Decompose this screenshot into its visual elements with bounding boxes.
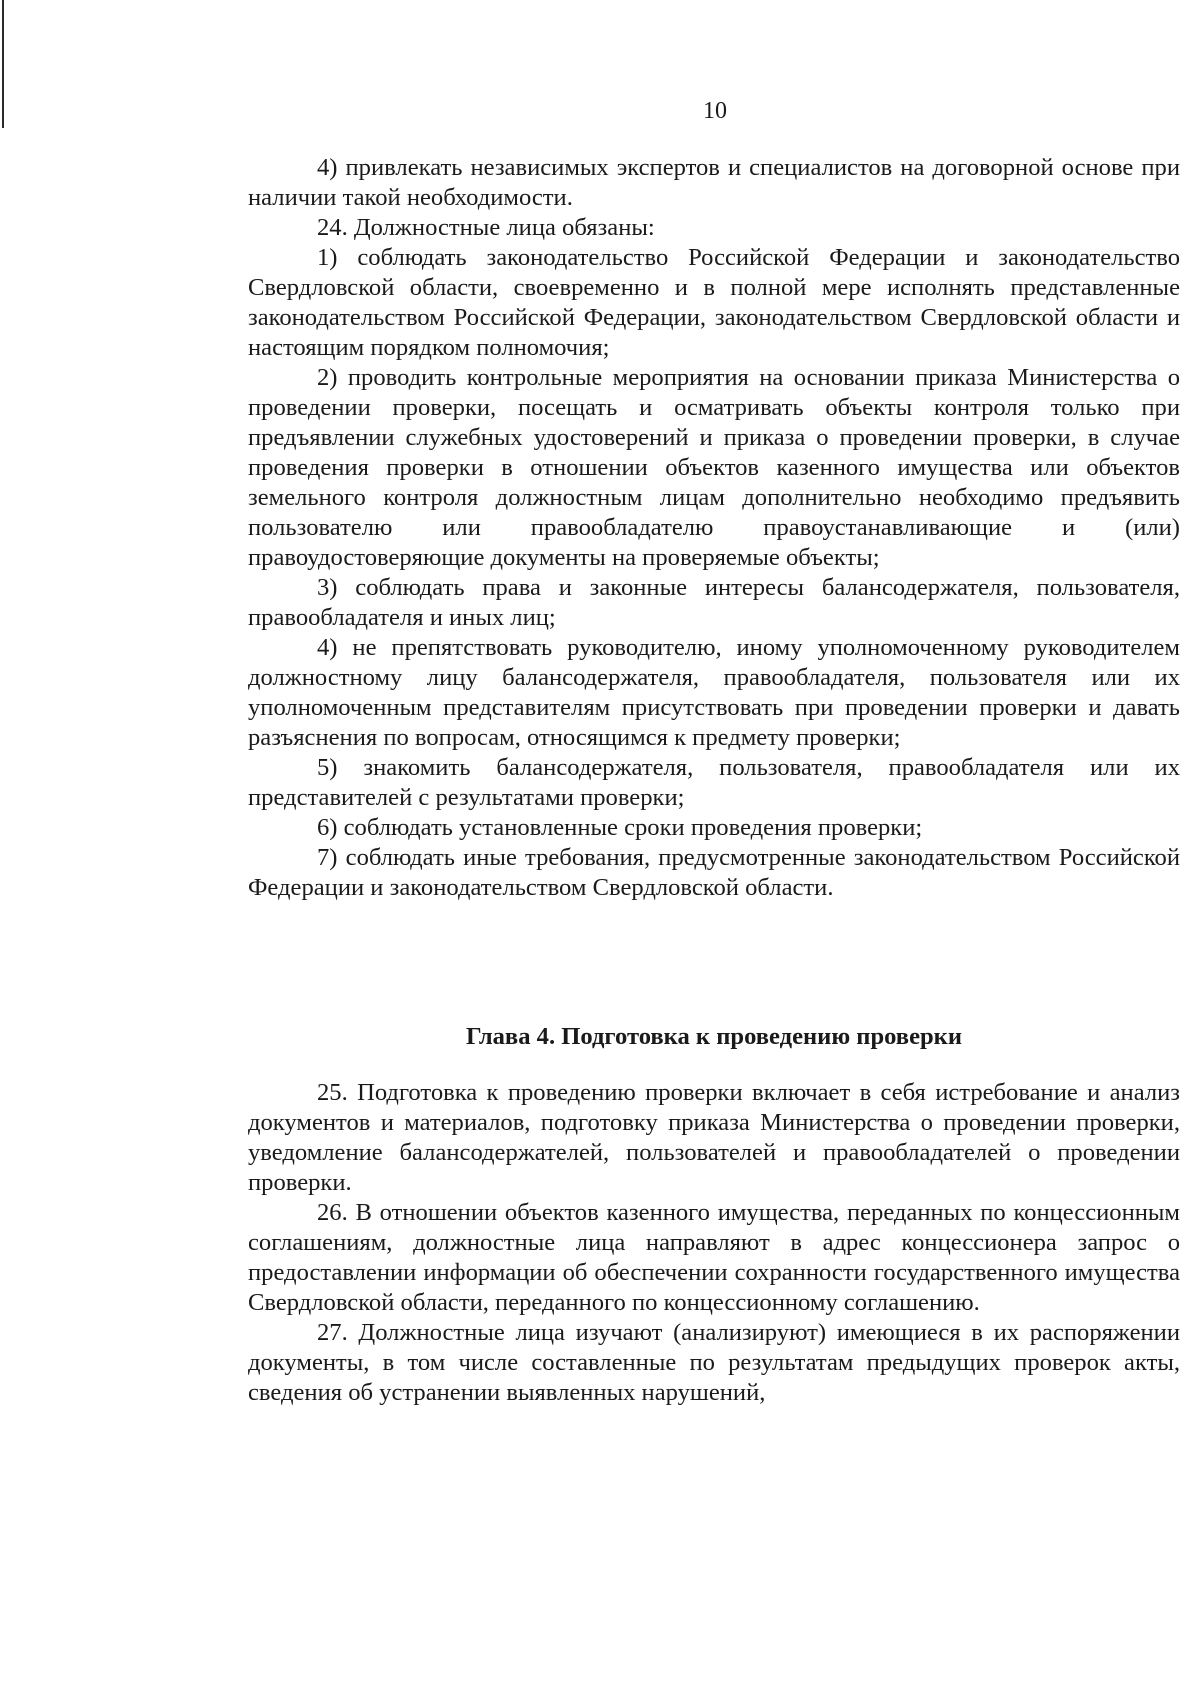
paragraph-27: 27. Должностные лица изучают (анализируют) имеющиеся в их распоряжении документы, в том числе составленные по результатам предыдущих проверок акты, сведения об устранении выявленных нарушений, <box>248 1319 1180 1406</box>
paragraph-duty-5: 5) знакомить балансодержателя, пользователя, правообладателя или их представителей с результатами проверки; <box>248 754 1180 811</box>
paragraph-duty-2: 2) проводить контрольные мероприятия на основании приказа Министерства о проведении проверки, посещать и осматривать объекты контроля только при предъявлении служебных удостоверений и приказа о проведении проверки, в случае проведения проверки в отношении объектов казенного имущества или объектов земельного контроля должностным лицам дополнительно необходимо предъявить пользователю или правообладателю правоустанавливающие и (или) правоудостоверяющие документы на проверяемые объекты; <box>248 364 1180 571</box>
paragraph-26: 26. В отношении объектов казенного имущества, переданных по концессионным соглашениям, должностные лица направляют в адрес концессионера запрос о предоставлении информации об обеспечении сохранности государственного имущества Свердловской области, переданного по концессионному соглашению. <box>248 1199 1180 1316</box>
paragraph-duty-3: 3) соблюдать права и законные интересы балансодержателя, пользователя, правообладателя и иных лиц; <box>248 574 1180 631</box>
paragraph-25: 25. Подготовка к проведению проверки включает в себя истребование и анализ документов и материалов, подготовку приказа Министерства о проведении проверки, уведомление балансодержателей, пользователей и правообладателей о проведении проверки. <box>248 1079 1180 1196</box>
body-text-after-heading <box>248 1078 1180 1408</box>
page-number: 10 <box>703 98 727 124</box>
paragraph-duty-7: 7) соблюдать иные требования, предусмотренные законодательством Российской Федерации и законодательством Свердловской области. <box>248 844 1180 901</box>
paragraph-item-4-experts: 4) привлекать независимых экспертов и специалистов на договорной основе при наличии такой необходимости. <box>248 154 1180 211</box>
body-text-before-heading <box>248 153 1180 903</box>
chapter-heading: Глава 4. Подготовка к проведению проверки <box>465 1023 963 1050</box>
paragraph-duty-1: 1) соблюдать законодательство Российской Федерации и законодательство Свердловской области, своевременно и в полной мере исполнять представленные законодательством Российской Федерации, законодательством Свердловской области и настоящим порядком полномочия; <box>248 244 1180 361</box>
paragraph-duty-4: 4) не препятствовать руководителю, иному уполномоченному руководителем должностному лицу балансодержателя, правообладателя, пользователя или их уполномоченным представителям присутствовать при проведении проверки и давать разъяснения по вопросам, относящимся к предмету проверки; <box>248 634 1180 751</box>
paragraph-duty-6: 6) соблюдать установленные сроки проведения проверки; <box>317 814 923 841</box>
paragraph-24-officials-obliged: 24. Должностные лица обязаны: <box>317 214 655 241</box>
